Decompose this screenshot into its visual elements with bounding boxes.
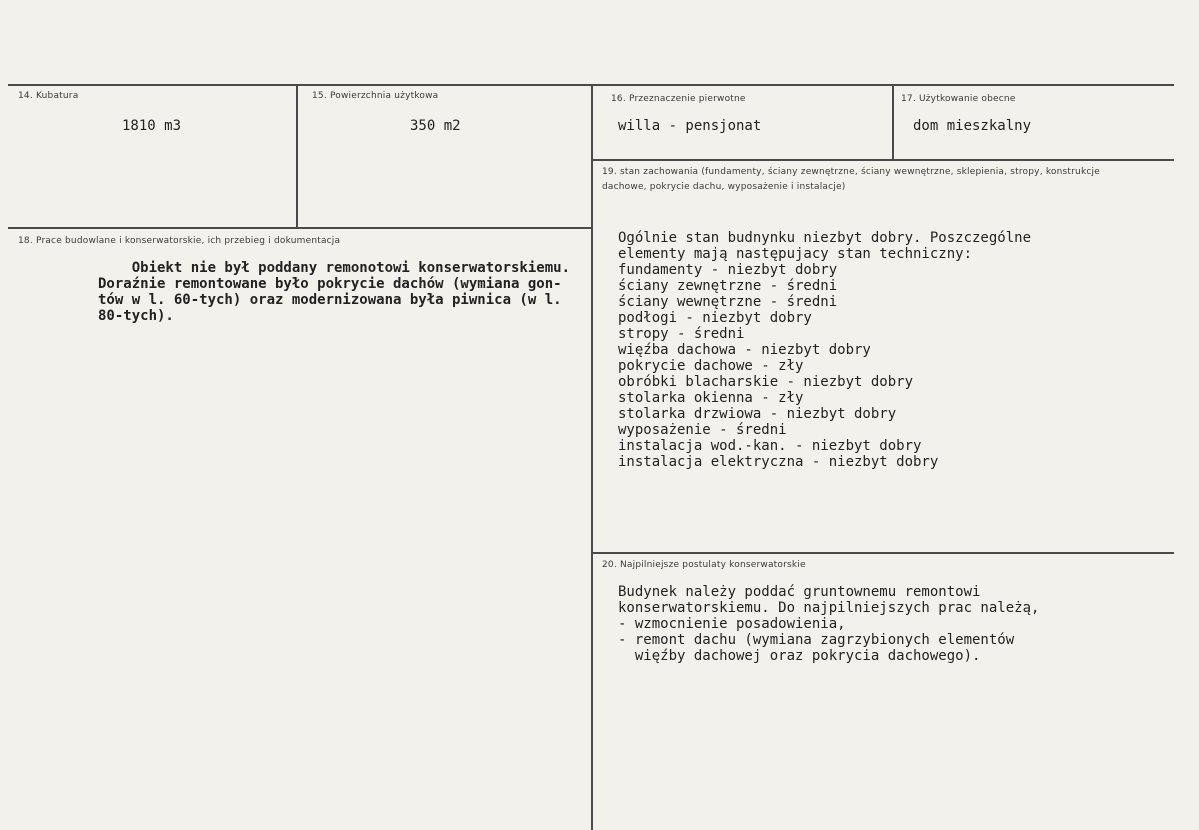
prace-text (98, 260, 570, 324)
stan-line: obróbki blacharskie - niezbyt dobry (618, 374, 914, 390)
stan-line: stropy - średni (618, 326, 745, 342)
prace-line: tów w l. 60-tych) oraz modernizowana była piwnica (w l. (98, 292, 562, 308)
column-divider-main (591, 84, 593, 830)
postulaty-line: Budynek należy poddać gruntownemu remontowi (618, 584, 981, 600)
row-divider-left (8, 227, 592, 229)
powierzchnia-value: 350 m2 (410, 118, 461, 134)
stan-line: instalacja elektryczna - niezbyt dobry (618, 454, 939, 470)
prace-line: Obiekt nie był poddany remonotowi konserwatorskiemu. (98, 260, 571, 276)
kubatura-label: 14. Kubatura (18, 91, 79, 101)
postulaty-line: konserwatorskiemu. Do najpilniejszych prac należą, (618, 600, 1040, 616)
column-divider-1 (296, 84, 298, 228)
stan-line: więźba dachowa - niezbyt dobry (618, 342, 871, 358)
stan-text (618, 230, 1031, 470)
przeznaczenie-value: willa - pensjonat (618, 118, 762, 134)
stan-line: wyposażenie - średni (618, 422, 787, 438)
prace-line: 80-tych). (98, 308, 174, 324)
row-divider-right-top (592, 159, 1174, 161)
stan-line: stolarka okienna - zły (618, 390, 804, 406)
prace-label: 18. Prace budowlane i konserwatorskie, ich przebieg i dokumentacja (18, 236, 341, 246)
stan-line: ściany zewnętrzne - średni (618, 278, 838, 294)
stan-line: podłogi - niezbyt dobry (618, 310, 812, 326)
postulaty-text (618, 584, 1039, 664)
prace-line: Doraźnie remontowane było pokrycie dachów (wymiana gon- (98, 276, 562, 292)
powierzchnia-label: 15. Powierzchnia użytkowa (312, 91, 439, 101)
uzytkowanie-value: dom mieszkalny (913, 118, 1032, 134)
column-divider-3 (892, 84, 894, 160)
row-divider-right-bottom (592, 552, 1174, 554)
stan-line: instalacja wod.-kan. - niezbyt dobry (618, 438, 922, 454)
stan-line: pokrycie dachowe - zły (618, 358, 804, 374)
kubatura-value: 1810 m3 (122, 118, 182, 134)
przeznaczenie-label: 16. Przeznaczenie pierwotne (611, 94, 746, 104)
postulaty-label: 20. Najpilniejsze postulaty konserwatorskie (602, 560, 806, 570)
uzytkowanie-label: 17. Użytkowanie obecne (901, 94, 1016, 104)
stan-line: stolarka drzwiowa - niezbyt dobry (618, 406, 897, 422)
postulaty-line: - wzmocnienie posadowienia, (618, 616, 846, 632)
stan-line: elementy mają następujacy stan techniczny: (618, 246, 973, 262)
stan-line: fundamenty - niezbyt dobry (618, 262, 838, 278)
postulaty-line: - remont dachu (wymiana zagrzybionych elementów (618, 632, 1015, 648)
stan-label: 19. stan zachowania (fundamenty, ściany zewnętrzne, ściany wewnętrzne, sklepienia, stropy, konstrukcje dachowe, pokrycie dachu, wyposażenie i instalacje) (602, 167, 1100, 192)
stan-line: ściany wewnętrzne - średni (618, 294, 838, 310)
postulaty-line: więźby dachowej oraz pokrycia dachowego). (618, 648, 981, 664)
stan-line: Ogólnie stan budnynku niezbyt dobry. Poszczególne (618, 230, 1032, 246)
